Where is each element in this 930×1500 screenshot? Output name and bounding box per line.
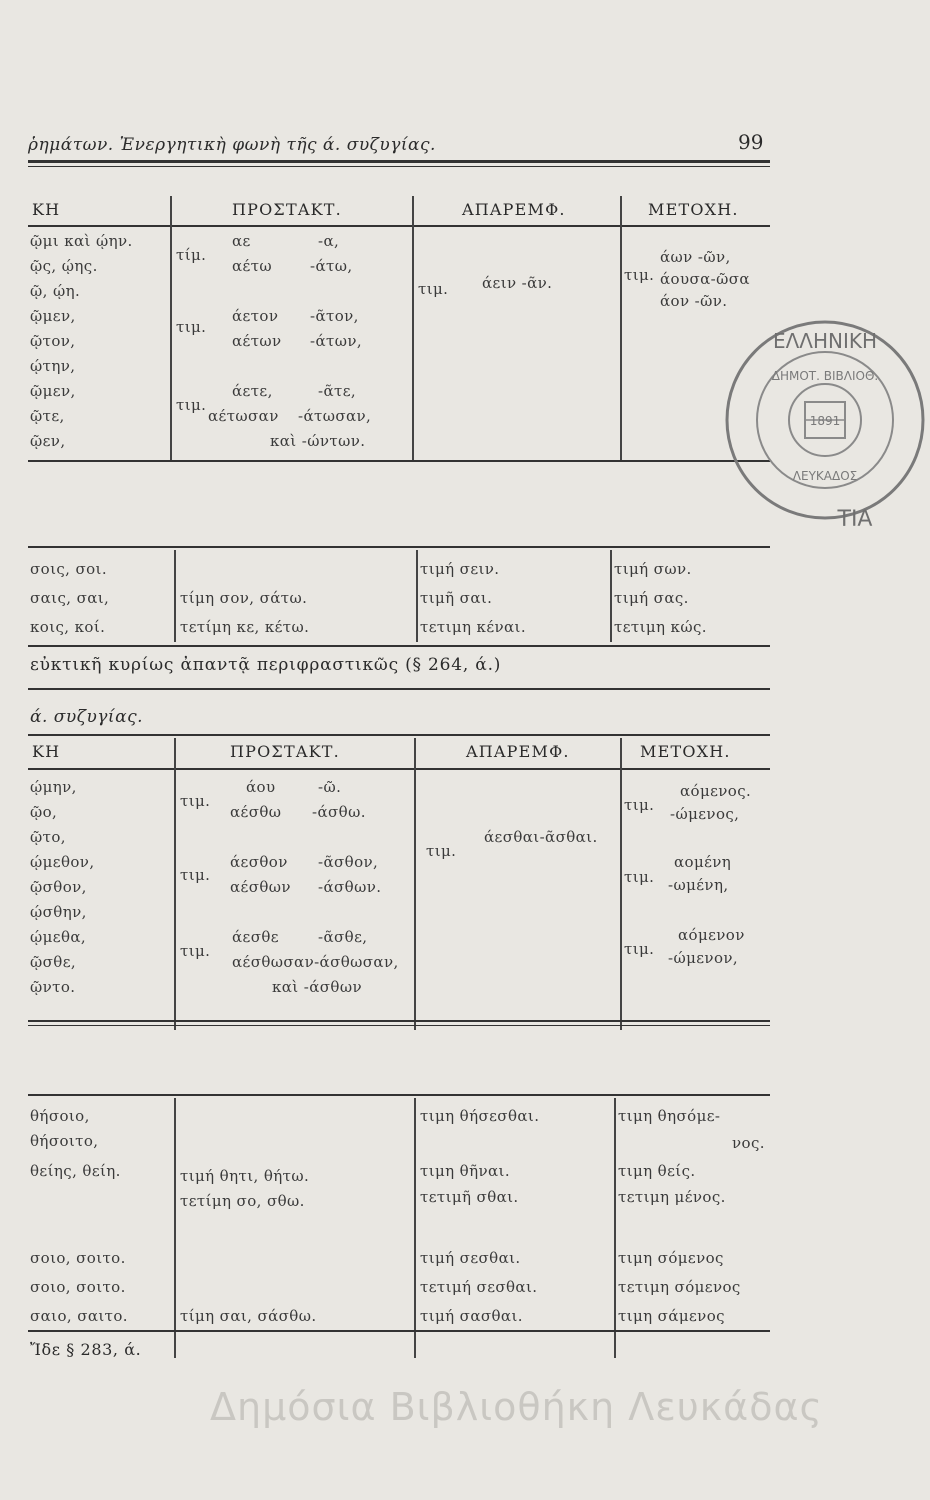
imperative-contract: -ῶ.	[318, 778, 342, 796]
form-cell: ῴσθην,	[30, 903, 87, 921]
optative-note: εὐκτικῆ κυρίως ἀπαντᾷ περιφραστικῶς (§ 264, ά.)	[30, 655, 502, 675]
section-rule	[28, 688, 770, 690]
participle-form: τετιμη κώς.	[614, 618, 707, 636]
form-cell: ῷμι καὶ ῴην.	[30, 232, 133, 250]
stem-label: τιμ.	[176, 318, 207, 336]
form-cell: ῷτο,	[30, 828, 66, 846]
column-divider	[414, 1098, 416, 1358]
form-cell: σαιο, σαιτο.	[30, 1307, 128, 1325]
header-rule-thin	[28, 166, 770, 167]
stamp-text: ΔΗΜΟΤ. ΒΙΒΛΙΟΘ.	[771, 369, 879, 383]
imperative-ending: αέτωσαν	[208, 407, 279, 425]
stem-label: τιμ.	[426, 842, 457, 860]
column-divider	[170, 196, 172, 462]
table-rule	[28, 460, 770, 462]
form-cell: σοιο, σοιτο.	[30, 1278, 126, 1296]
col-header-infinitive: ΑΠΑΡΕΜΦ.	[462, 200, 566, 219]
imperative-ending: άετε,	[232, 382, 273, 400]
participle-form: άουσα-ῶσα	[660, 270, 750, 288]
col-header-imperative: ΠΡΟΣΤΑΚΤ.	[232, 200, 342, 219]
participle-form: άων -ῶν,	[660, 248, 731, 266]
participle-form: -ώμενος,	[670, 805, 740, 823]
participle-form: τιμή σας.	[614, 589, 689, 607]
imperative-ending: αέσθων	[230, 878, 291, 896]
imperative-contract: -ᾶτε,	[318, 382, 357, 400]
infinitive-form: τιμη θήσεσθαι.	[420, 1107, 540, 1125]
imperative-ending: άεσθον	[230, 853, 288, 871]
imperative-contract: -άτωσαν,	[298, 407, 372, 425]
col-header-imperative: ΠΡΟΣΤΑΚΤ.	[230, 742, 340, 761]
form-cell: ῷσθε,	[30, 953, 77, 971]
form-cell: σαις, σαι,	[30, 589, 110, 607]
column-divider	[416, 550, 418, 642]
imperative-contract: -άσθων.	[318, 878, 382, 896]
section-title: ά. συζυγίας.	[30, 707, 144, 727]
form-cell: ῷντο.	[30, 978, 76, 996]
imperative-form: τίμη σον, σάτω.	[180, 589, 308, 607]
column-divider	[610, 550, 612, 642]
stem-label: τιμ.	[180, 792, 211, 810]
table-rule	[28, 225, 770, 227]
participle-form: άον -ῶν.	[660, 292, 728, 310]
imperative-ending: αε	[232, 232, 251, 250]
imperative-ending: αέτων	[232, 332, 282, 350]
stem-label: τιμ.	[176, 396, 207, 414]
form-cell: σοις, σοι.	[30, 560, 108, 578]
infinitive-form: τιμη θῆναι.	[420, 1162, 510, 1180]
imperative-contract: -ᾶσθε,	[318, 928, 368, 946]
participle-form: τιμή σων.	[614, 560, 692, 578]
column-divider	[414, 738, 416, 1030]
column-divider	[174, 738, 176, 1030]
imperative-form: τιμή θητι, θήτω.	[180, 1167, 310, 1185]
col-header-mood: ΚΗ	[32, 200, 61, 219]
imperative-form: τετίμη κε, κέτω.	[180, 618, 310, 636]
imperative-ending: άου	[246, 778, 276, 796]
imperative-contract: -άτων,	[310, 332, 363, 350]
imperative-ending: αέσθω	[230, 803, 282, 821]
imperative-ending: άεσθε	[232, 928, 279, 946]
form-cell: κοις, κοί.	[30, 618, 106, 636]
infinitive-form: τιμή σειν.	[420, 560, 500, 578]
infinitive-form: τετιμη κέναι.	[420, 618, 526, 636]
col-header-infinitive: ΑΠΑΡΕΜΦ.	[466, 742, 570, 761]
column-divider	[620, 196, 622, 462]
stem-label: τιμ.	[418, 280, 449, 298]
column-divider	[614, 1098, 616, 1358]
table-rule	[28, 734, 770, 736]
table-rule	[28, 1020, 770, 1022]
library-stamp	[705, 300, 930, 540]
imperative-form: τίμη σαι, σάσθω.	[180, 1307, 317, 1325]
infinitive-form: τιμή σασθαι.	[420, 1307, 523, 1325]
imperative-alt: καὶ -ώντων.	[270, 432, 366, 450]
form-cell: θήσοιτο,	[30, 1132, 99, 1150]
infinitive-form: τιμή σεσθαι.	[420, 1249, 521, 1267]
table-rule	[28, 768, 770, 770]
stem-label: τιμ.	[624, 868, 655, 886]
header-rule	[28, 160, 770, 163]
participle-form: αόμενος.	[680, 782, 752, 800]
imperative-contract: -άτω,	[310, 257, 353, 275]
stamp-text: ΛΕΥΚΑΔΟΣ	[792, 469, 858, 483]
participle-form: τετιμη μένος.	[618, 1188, 726, 1206]
participle-form: αομένη	[674, 853, 732, 871]
form-cell: ῷς, ῴης.	[30, 257, 98, 275]
imperative-contract: -α,	[318, 232, 340, 250]
stem-label: τιμ.	[624, 266, 655, 284]
page-number: 99	[738, 130, 764, 154]
stamp-seal-icon	[705, 300, 930, 540]
form-cell: ῷσθον,	[30, 878, 87, 896]
participle-form: τιμη σόμενος	[618, 1249, 724, 1267]
table-rule	[28, 645, 770, 647]
library-watermark: Δημόσια Βιβλιοθήκη Λευκάδας	[210, 1385, 823, 1429]
column-divider	[174, 1098, 176, 1358]
table-rule	[28, 1330, 770, 1332]
imperative-form: τετίμη σο, σθω.	[180, 1192, 305, 1210]
column-divider	[412, 196, 414, 462]
imperative-form: αέσθωσαν-άσθωσαν,	[232, 953, 399, 971]
column-divider	[620, 738, 622, 1030]
infinitive-form: άειν -ᾶν.	[482, 274, 553, 292]
form-cell: ῷτον,	[30, 332, 76, 350]
col-header-mood: ΚΗ	[32, 742, 61, 761]
form-cell: ῷτε,	[30, 407, 65, 425]
form-cell: ῷο,	[30, 803, 58, 821]
infinitive-form: τετιμῆ σθαι.	[420, 1188, 519, 1206]
table-rule-thin	[28, 1025, 770, 1026]
form-cell: θήσοιο,	[30, 1107, 90, 1125]
stem-label: τίμ.	[176, 246, 207, 264]
infinitive-form: άεσθαι-ᾶσθαι.	[484, 828, 598, 846]
imperative-ending: αέτω	[232, 257, 273, 275]
stem-label: τιμ.	[624, 940, 655, 958]
table-rule	[28, 546, 770, 548]
participle-form: τιμη θείς.	[618, 1162, 696, 1180]
infinitive-form: τιμῆ σαι.	[420, 589, 493, 607]
infinitive-form: τετιμή σεσθαι.	[420, 1278, 538, 1296]
form-cell: ῴμην,	[30, 778, 77, 796]
running-title: ῥημάτων. Ἐνεργητικὴ φωνὴ τῆς ά. συζυγίας.	[28, 135, 436, 155]
form-cell: ῴμεθον,	[30, 853, 95, 871]
participle-form: -ώμενον,	[668, 949, 739, 967]
imperative-alt: καὶ -άσθων	[272, 978, 362, 996]
column-divider	[174, 550, 176, 642]
stem-label: τιμ.	[180, 942, 211, 960]
footnote: Ἴδε § 283, ά.	[30, 1340, 142, 1359]
stamp-text: ΤΙΑ	[837, 507, 873, 532]
form-cell: σοιο, σοιτο.	[30, 1249, 126, 1267]
stamp-text: ΕΛΛΗΝΙΚΗ	[772, 329, 878, 353]
imperative-contract: -άσθω.	[312, 803, 366, 821]
form-cell: ῷεν,	[30, 432, 66, 450]
participle-form: τιμη θησόμε-	[618, 1107, 721, 1125]
stem-label: τιμ.	[624, 796, 655, 814]
form-cell: ῷ, ῴη.	[30, 282, 81, 300]
col-header-participle: ΜΕΤΟΧΗ.	[640, 742, 731, 761]
participle-form: νος.	[732, 1134, 765, 1152]
table-rule	[28, 1094, 770, 1096]
form-cell: θείης, θείη.	[30, 1162, 121, 1180]
imperative-ending: άετον	[232, 307, 279, 325]
stem-label: τιμ.	[180, 866, 211, 884]
imperative-contract: -ᾶσθον,	[318, 853, 379, 871]
imperative-contract: -ᾶτον,	[310, 307, 359, 325]
form-cell: ῴμεθα,	[30, 928, 87, 946]
participle-form: τετιμη σόμενος	[618, 1278, 741, 1296]
form-cell: ῷμεν,	[30, 307, 76, 325]
participle-form: τιμη σάμενος	[618, 1307, 725, 1325]
form-cell: ῷμεν,	[30, 382, 76, 400]
participle-form: αόμενον	[678, 926, 745, 944]
stamp-text: 1891	[809, 414, 841, 428]
participle-form: -ωμένη,	[668, 876, 729, 894]
col-header-participle: ΜΕΤΟΧΗ.	[648, 200, 739, 219]
form-cell: ῴτην,	[30, 357, 76, 375]
